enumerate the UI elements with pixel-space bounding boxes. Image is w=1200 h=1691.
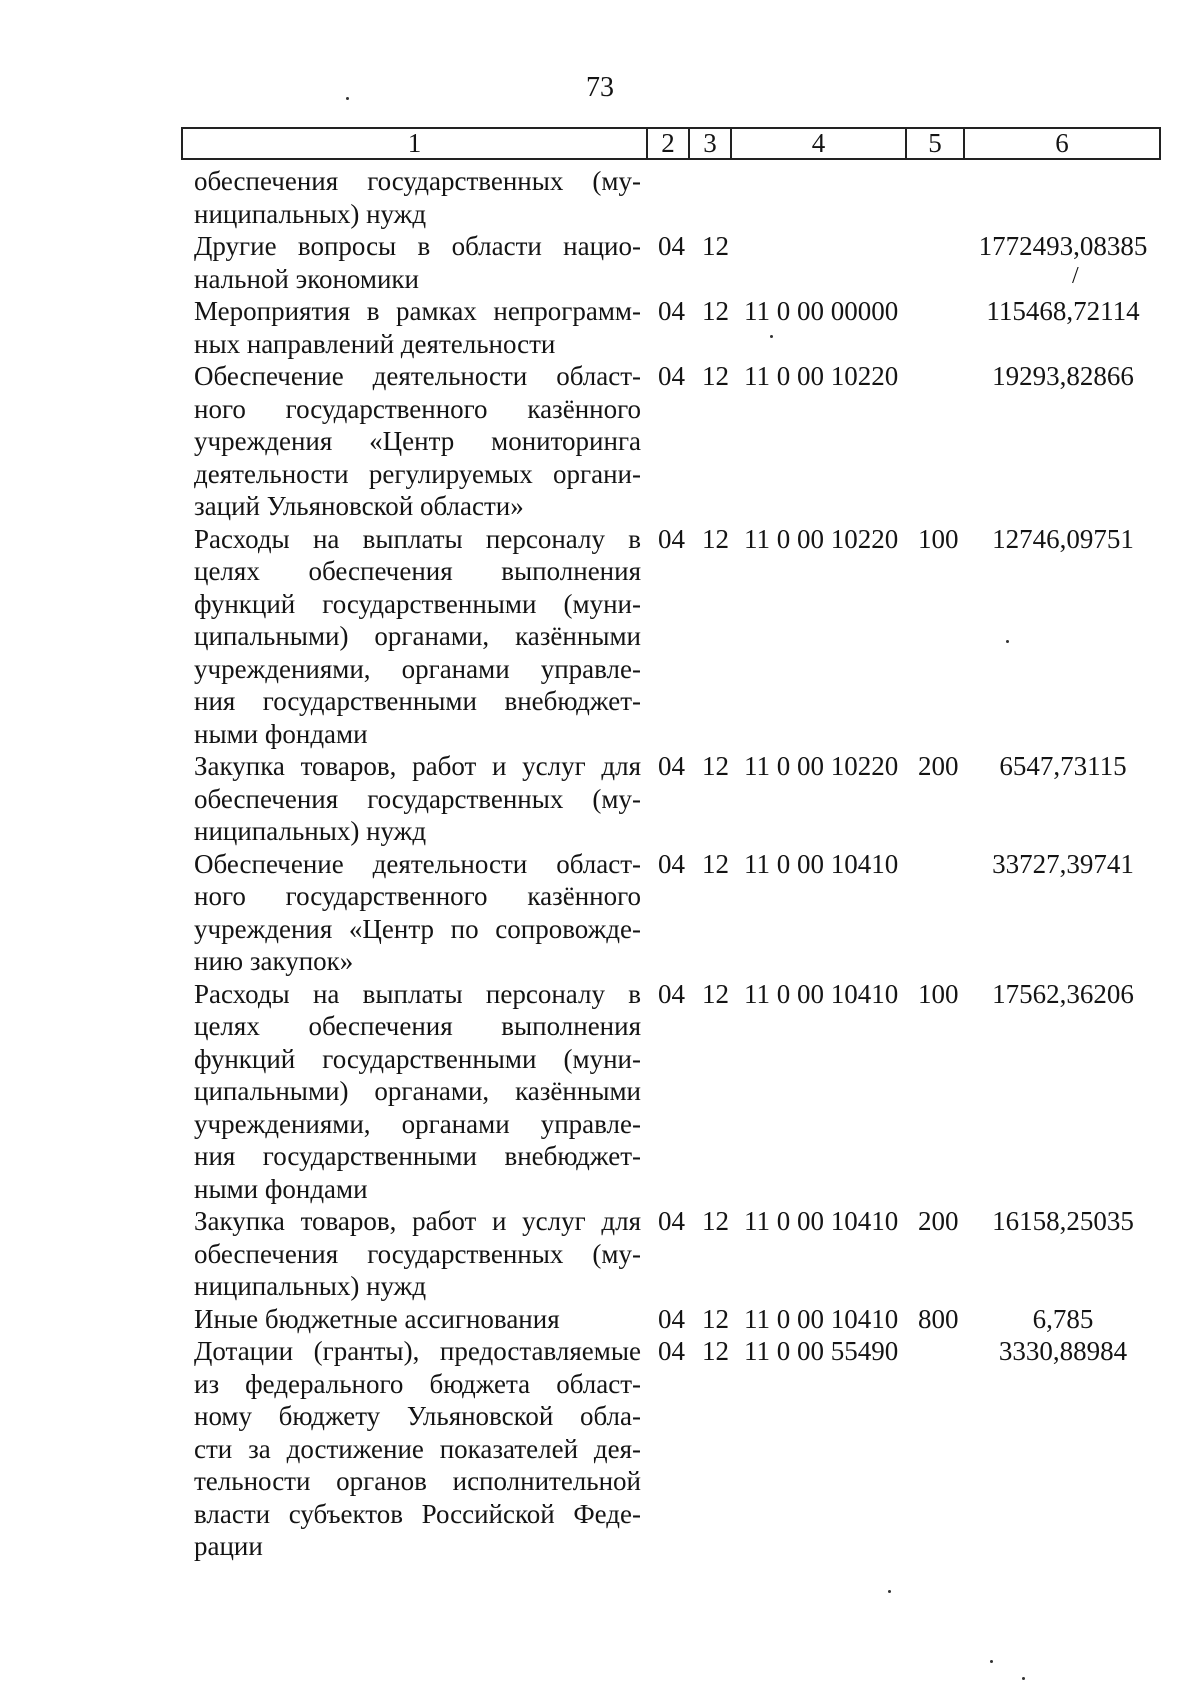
row-subsection: 12 — [702, 361, 729, 391]
row-description-line: ниципальных) нужд — [194, 198, 427, 229]
row-expense-type: 800 — [918, 1303, 959, 1334]
row-description-line: ного государственного казённого — [194, 393, 641, 424]
row-description-line: обеспечения государственных (му- — [194, 166, 641, 196]
row-description-line: Закупка товаров, работ и услуг для — [194, 751, 641, 781]
row-amount: 12746,09751 — [992, 523, 1134, 554]
row-description-line: ния государственными внебюджет- — [194, 686, 641, 716]
row-target-article: 11 0 00 10410 — [744, 848, 899, 879]
row-description — [194, 295, 641, 360]
table-row — [0, 1205, 1200, 1303]
row-description-line: ципальными) органами, казёнными — [194, 1076, 641, 1106]
row-section: 04 — [658, 296, 685, 326]
row-expense-type: 200 — [918, 751, 959, 781]
row-subsection: 12 — [702, 978, 729, 1009]
scan-speck — [990, 1660, 993, 1663]
row-description-line: деятельности регулируемых органи- — [194, 458, 641, 489]
row-subsection: 12 — [702, 296, 729, 326]
table-row — [0, 230, 1200, 295]
row-description-line: ния государственными внебюджет- — [194, 1141, 641, 1171]
row-subsection: 12 — [702, 523, 729, 554]
row-description-line: Иные бюджетные ассигнования — [194, 1303, 560, 1334]
row-target-article: 11 0 00 10220 — [744, 361, 899, 391]
row-description — [194, 523, 641, 751]
table-row — [0, 848, 1200, 978]
row-section: 04 — [658, 231, 685, 261]
table-header — [181, 127, 1161, 160]
row-target-article: 11 0 00 10220 — [744, 523, 899, 554]
table-row — [0, 1335, 1200, 1563]
row-subsection: 12 — [702, 231, 729, 261]
table-row — [0, 295, 1200, 360]
row-description-line: Обеспечение деятельности област- — [194, 361, 641, 391]
row-amount: 33727,39741 — [992, 848, 1134, 879]
page-number: 73 — [586, 72, 614, 103]
row-amount: 6,785 — [1032, 1303, 1094, 1334]
row-description-line: Дотации (гранты), предоставляемые — [194, 1336, 641, 1366]
row-expense-type: 100 — [918, 978, 959, 1009]
row-subsection: 12 — [702, 1206, 729, 1236]
row-description-line: Расходы на выплаты персоналу в — [194, 523, 641, 554]
row-amount: 3330,88984 — [998, 1336, 1128, 1366]
row-amount: 16158,25035 — [992, 1206, 1134, 1236]
row-description-line: рации — [194, 1531, 263, 1561]
row-description — [194, 360, 641, 523]
row-description-line: тельности органов исполнительной — [194, 1466, 641, 1496]
row-expense-type: 100 — [918, 523, 959, 554]
row-description-line: сти за достижение показателей дея- — [194, 1433, 641, 1464]
row-section: 04 — [658, 1206, 685, 1236]
handwritten-mark: / — [1072, 263, 1079, 289]
scan-speck — [888, 1590, 891, 1593]
row-target-article: 11 0 00 10410 — [744, 978, 899, 1009]
header-col-4: 4 — [732, 129, 907, 158]
scan-speck — [1022, 1677, 1025, 1680]
row-description-line: из федерального бюджета област- — [194, 1368, 641, 1399]
table-row — [0, 360, 1200, 523]
header-col-6: 6 — [1055, 128, 1069, 158]
row-description — [194, 1303, 641, 1336]
row-amount: 19293,82866 — [992, 361, 1134, 391]
scan-speck — [1006, 640, 1009, 643]
row-description-line: ного государственного казённого — [194, 881, 641, 911]
header-col-5: 5 — [907, 129, 965, 158]
table-row — [0, 1303, 1200, 1336]
row-description-line: заций Ульяновской области» — [194, 491, 524, 521]
row-description-line: ципальными) органами, казёнными — [194, 621, 641, 651]
row-description-line: ниципальных) нужд — [194, 1271, 427, 1301]
row-description — [194, 165, 641, 230]
table-row — [0, 523, 1200, 751]
row-description-line: ных направлений деятельности — [194, 328, 556, 359]
row-description-line: власти субъектов Российской Феде- — [194, 1498, 641, 1529]
row-amount: 17562,36206 — [992, 978, 1134, 1009]
table-body — [0, 165, 1200, 1563]
row-description — [194, 1335, 641, 1563]
row-description — [194, 750, 641, 848]
row-description-line: ными фондами — [194, 1173, 368, 1204]
row-description-line: обеспечения государственных (му- — [194, 1238, 641, 1269]
row-section: 04 — [658, 1336, 685, 1366]
row-subsection: 12 — [702, 848, 729, 879]
row-description-line: обеспечения государственных (му- — [194, 783, 641, 814]
row-description-line: ными фондами — [194, 718, 368, 749]
row-target-article: 11 0 00 10410 — [744, 1303, 899, 1334]
row-target-article: 11 0 00 10410 — [744, 1206, 899, 1236]
header-col-1: 1 — [183, 129, 648, 158]
row-subsection: 12 — [702, 1303, 729, 1334]
row-description-line: функций государственными (муни- — [194, 1043, 641, 1074]
header-col-2: 2 — [648, 129, 690, 158]
row-description-line: ниципальных) нужд — [194, 816, 427, 846]
row-description-line: Расходы на выплаты персоналу в — [194, 978, 641, 1009]
row-description-line: функций государственными (муни- — [194, 588, 641, 619]
row-subsection: 12 — [702, 751, 729, 781]
table-row — [0, 750, 1200, 848]
row-amount: 115468,72114 — [986, 296, 1140, 326]
row-description-line: учреждения «Центр по сопровожде- — [194, 913, 641, 944]
row-section: 04 — [658, 848, 685, 879]
table-row — [0, 978, 1200, 1206]
row-description-line: целях обеспечения выполнения — [194, 556, 641, 586]
row-description-line: учреждения «Центр мониторинга — [194, 426, 641, 456]
scan-speck — [346, 97, 349, 100]
row-target-article: 11 0 00 55490 — [744, 1336, 899, 1366]
row-amount: 6547,73115 — [999, 751, 1127, 781]
row-description-line: нию закупок» — [194, 946, 354, 976]
row-expense-type: 200 — [918, 1206, 959, 1236]
row-description-line: нальной экономики — [194, 263, 419, 294]
row-description — [194, 848, 641, 978]
row-section: 04 — [658, 751, 685, 781]
row-description — [194, 978, 641, 1206]
row-amount: 1772493,08385 — [978, 231, 1148, 261]
table-row — [0, 165, 1200, 230]
row-description-line: целях обеспечения выполнения — [194, 1011, 641, 1041]
row-section: 04 — [658, 361, 685, 391]
row-target-article: 11 0 00 00000 — [744, 296, 899, 326]
row-description-line: Обеспечение деятельности област- — [194, 848, 641, 879]
scan-speck — [770, 335, 773, 338]
row-description — [194, 230, 641, 295]
row-description-line: Закупка товаров, работ и услуг для — [194, 1206, 641, 1236]
row-description-line: Другие вопросы в области нацио- — [194, 231, 641, 261]
row-description-line: учреждениями, органами управле- — [194, 1108, 641, 1139]
row-subsection: 12 — [702, 1336, 729, 1366]
row-description-line: учреждениями, органами управле- — [194, 653, 641, 684]
row-section: 04 — [658, 1303, 685, 1334]
row-section: 04 — [658, 523, 685, 554]
row-description-line: ному бюджету Ульяновской обла- — [194, 1401, 641, 1431]
row-section: 04 — [658, 978, 685, 1009]
header-col-3: 3 — [690, 129, 732, 158]
row-description — [194, 1205, 641, 1303]
row-target-article: 11 0 00 10220 — [744, 751, 899, 781]
row-description-line: Мероприятия в рамках непрограмм- — [194, 296, 641, 326]
